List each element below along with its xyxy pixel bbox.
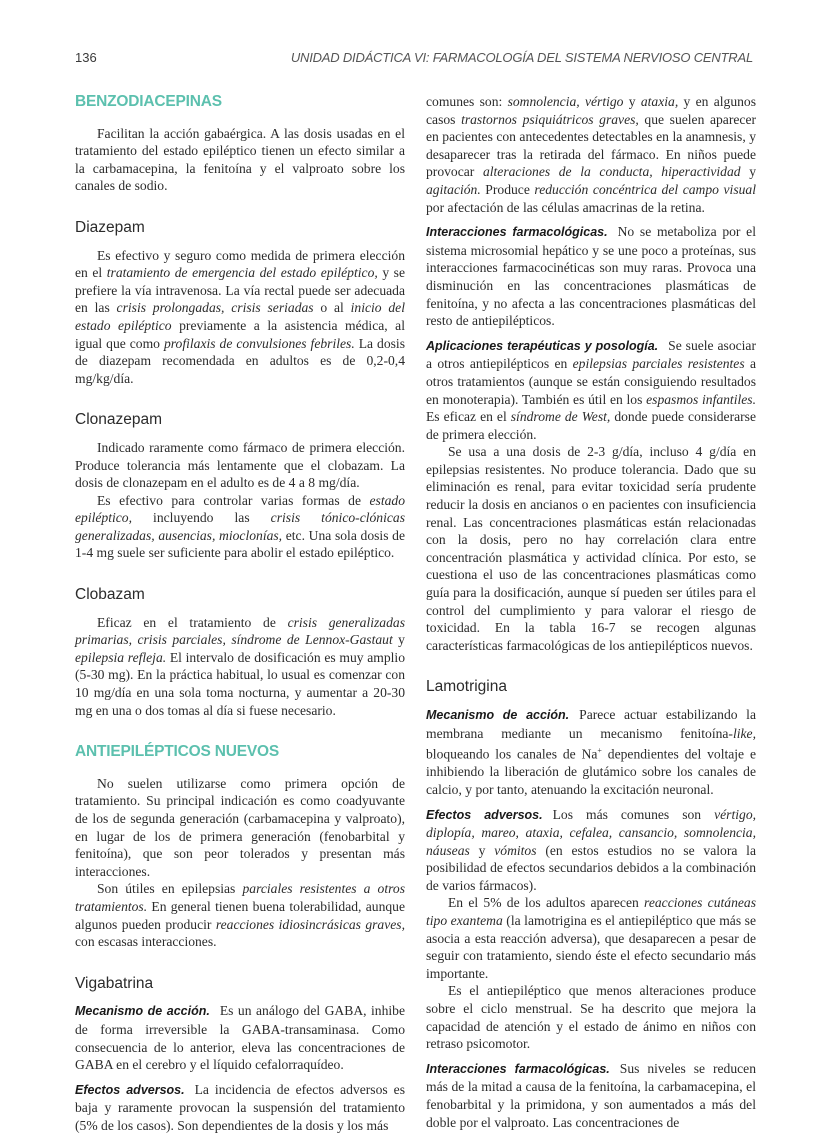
paragraph-mecanismo: Mecanismo de acción. Es un análogo del GABA, inhibe de forma irreversible la GABA-transaminasa. Como consecuencia de lo anterior, eleva las concentraciones de GABA en el cerebro y el líquido cefalorraquídeo. [75,1003,405,1073]
paragraph-interacciones: Interacciones farmacológicas. No se metaboliza por el sistema microsomial hepático y se une poco a proteínas, sus interacciones farmacocinéticas son muy raras. Provoca una disminución en las concentraciones plasmáticas de fenitoína, y no afecta a las concentraciones plasmáticas del resto de antiepilépticos. [426,224,756,329]
paragraph: Eficaz en el tratamiento de crisis generalizadas primarias, crisis parciales, síndrome de Lennox-Gastaut y epilepsia refleja. El intervalo de dosificación es muy amplio (5-30 mg). En la práctica habitual, lo usual es comenzar con 10 mg/día en una sola toma nocturna, y aumentar a 20-30 mg en una o dos tomas al día si fuese necesario. [75,614,406,718]
right-column [426,93,756,1131]
chapter-title: UNIDAD DIDÁCTICA VI: FARMACOLOGÍA DEL SISTEMA NERVIOSO CENTRAL [290,50,753,65]
run-in-label: Interacciones farmacológicas. [426,225,608,240]
paragraph: No suelen utilizarse como primera opción de tratamiento. Su principal indicación es como coadyuvante de los de segunda generación (carbamacepina y valproato), en lugar de los de primera generación (fenobarbital y fenitoína), que son peor tolerados y presentan más interacciones. [75,775,405,879]
paragraph: Facilitan la acción gabaérgica. A las dosis usadas en el tratamiento del estado epiléptico tienen un efecto similar a la carbamacepina, la fenitoína y el valproato sobre los canales de sodio. [75,125,405,194]
paragraph: Son útiles en epilepsias parciales resistentes a otros tratamientos. En general tienen buena tolerabilidad, aunque algunos pueden producir reacciones idiosincrásicas graves, con escasas interacciones. [75,881,405,950]
left-column [75,93,405,1135]
section-heading-antiepilepticos-nuevos: ANTIEPILÉPTICOS NUEVOS [75,743,280,761]
paragraph-mecanismo: Mecanismo de acción. Parece actuar estabilizando la membrana mediante un mecanismo fenitoína-like, bloqueando los canales de Na+ dependientes del voltaje e inhibiendo la liberación de glutámico sobre los canales de calcio, y por tanto, atenuando la excitación neuronal. [426,707,756,797]
paragraph: Indicado raramente como fármaco de primera elección. Produce tolerancia más lentamente que el clobazam. La dosis de clonazepam en el adulto es de 4 a 8 mg/día. [75,439,405,491]
run-in-label: Efectos adversos. [75,1082,185,1097]
run-in-label: Interacciones farmacológicas. [426,1061,610,1076]
subheading-vigabatrina: Vigabatrina [75,974,154,992]
paragraph: En el 5% de los adultos aparecen reacciones cutáneas tipo exantema (la lamotrigina es el antiepiléptico que más se asocia a esta reacción adversa), que desaparecen a pesar de seguir con tratamiento, siendo éste el efecto secundario más importante. [426,895,756,981]
paragraph: Es efectivo para controlar varias formas de estado epiléptico, incluyendo las crisis tónico-clónicas generalizadas, ausencias, mioclonías, etc. Una sola dosis de 1-4 mg suele ser suficiente para abolir el estado epiléptico. [75,492,405,561]
paragraph: comunes son: somnolencia, vértigo y ataxia, y en algunos casos trastornos psiquiátricos graves, que suelen aparecer en pacientes con antecedentes detectables en la anamnesis, y desaparecer tras la retirada del fármaco. En niños puede provocar alteraciones de la conducta, hiperactividad y agitación. Produce reducción concéntrica del campo visual por afectación de las células amacrinas de la retina. [426,94,757,215]
paragraph: Es el antiepiléptico que menos alteraciones produce sobre el ciclo menstrual. Se ha descrito que mejora la capacidad de atención y el estado de ánimo en niños con retraso psicomotor. [426,983,756,1052]
run-in-label: Mecanismo de acción. [75,1004,210,1019]
paragraph-aplicaciones: Aplicaciones terapéuticas y posología. Se suele asociar a otros antiepilépticos en epilepsias parciales resistentes a otros tratamientos (aunque se están consiguiendo resultados en monoterapia). También es útil en los espasmos infantiles. Es eficaz en el síndrome de West, donde puede considerarse de primera elección. [426,337,757,442]
subheading-lamotrigina: Lamotrigina [426,678,507,696]
subheading-diazepam: Diazepam [75,218,145,236]
paragraph: Se usa a una dosis de 2-3 g/día, incluso 4 g/día en epilepsias resistentes. No produce tolerancia. Dado que su eliminación es renal, para evitar toxicidad sería prudente reducir la dosis en ancianos o en pacientes con insuficiencia renal. Las concentraciones plasmáticas están relacionadas con la dosis, pero no hay correlación clara entre concentración plasmática y actividad clínica. Por esto, se cuestiona el uso de las concentraciones plasmáticas como guía para la dosificación, aunque sí pueden ser útiles para el control del cumplimiento y para valorar el riesgo de toxicidad. En la tabla 16-7 se recogen algunas características farmacológicas de los antiepilépticos nuevos. [426,444,756,653]
paragraph-efectos: Efectos adversos. La incidencia de efectos adversos es baja y raramente provocan la suspensión del tratamiento (5% de los casos). Son dependientes de la dosis y los más [75,1081,405,1133]
run-in-label: Efectos adversos. [426,807,543,822]
page-number: 136 [75,50,97,65]
subheading-clonazepam: Clonazepam [75,411,163,429]
paragraph-efectos: Efectos adversos. Los más comunes son vértigo, diplopía, mareo, ataxia, cefalea, cansancio, somnolencia, náuseas y vómitos (en estos estudios no se valora la posibilidad de efectos secundarios debidos a la combinación de varios fármacos). [426,806,757,893]
subheading-clobazam: Clobazam [75,586,145,604]
paragraph: Es efectivo y seguro como medida de primera elección en el tratamiento de emergencia del estado epiléptico, y se prefiere la vía intravenosa. La vía rectal puede ser adecuada en las crisis prolongadas, crisis seriadas o al inicio del estado epiléptico previamente a la asistencia médica, al igual que como profilaxis de convulsiones febriles. La dosis de diazepam recomendada en adultos es de 0,2-0,4 mg/kg/día. [75,247,405,386]
running-header [75,50,753,70]
run-in-label: Aplicaciones terapéuticas y posología. [426,338,659,353]
paragraph-interacciones: Interacciones farmacológicas. Sus niveles se reducen más de la mitad a causa de la fenitoína, la carbamacepina, el fenobarbital y la primidona, y son aumentados a más del doble por el valproato. Las concentraciones de [426,1060,756,1130]
run-in-label: Mecanismo de acción. [426,708,570,722]
section-heading-benzodiacepinas: BENZODIACEPINAS [75,93,222,110]
